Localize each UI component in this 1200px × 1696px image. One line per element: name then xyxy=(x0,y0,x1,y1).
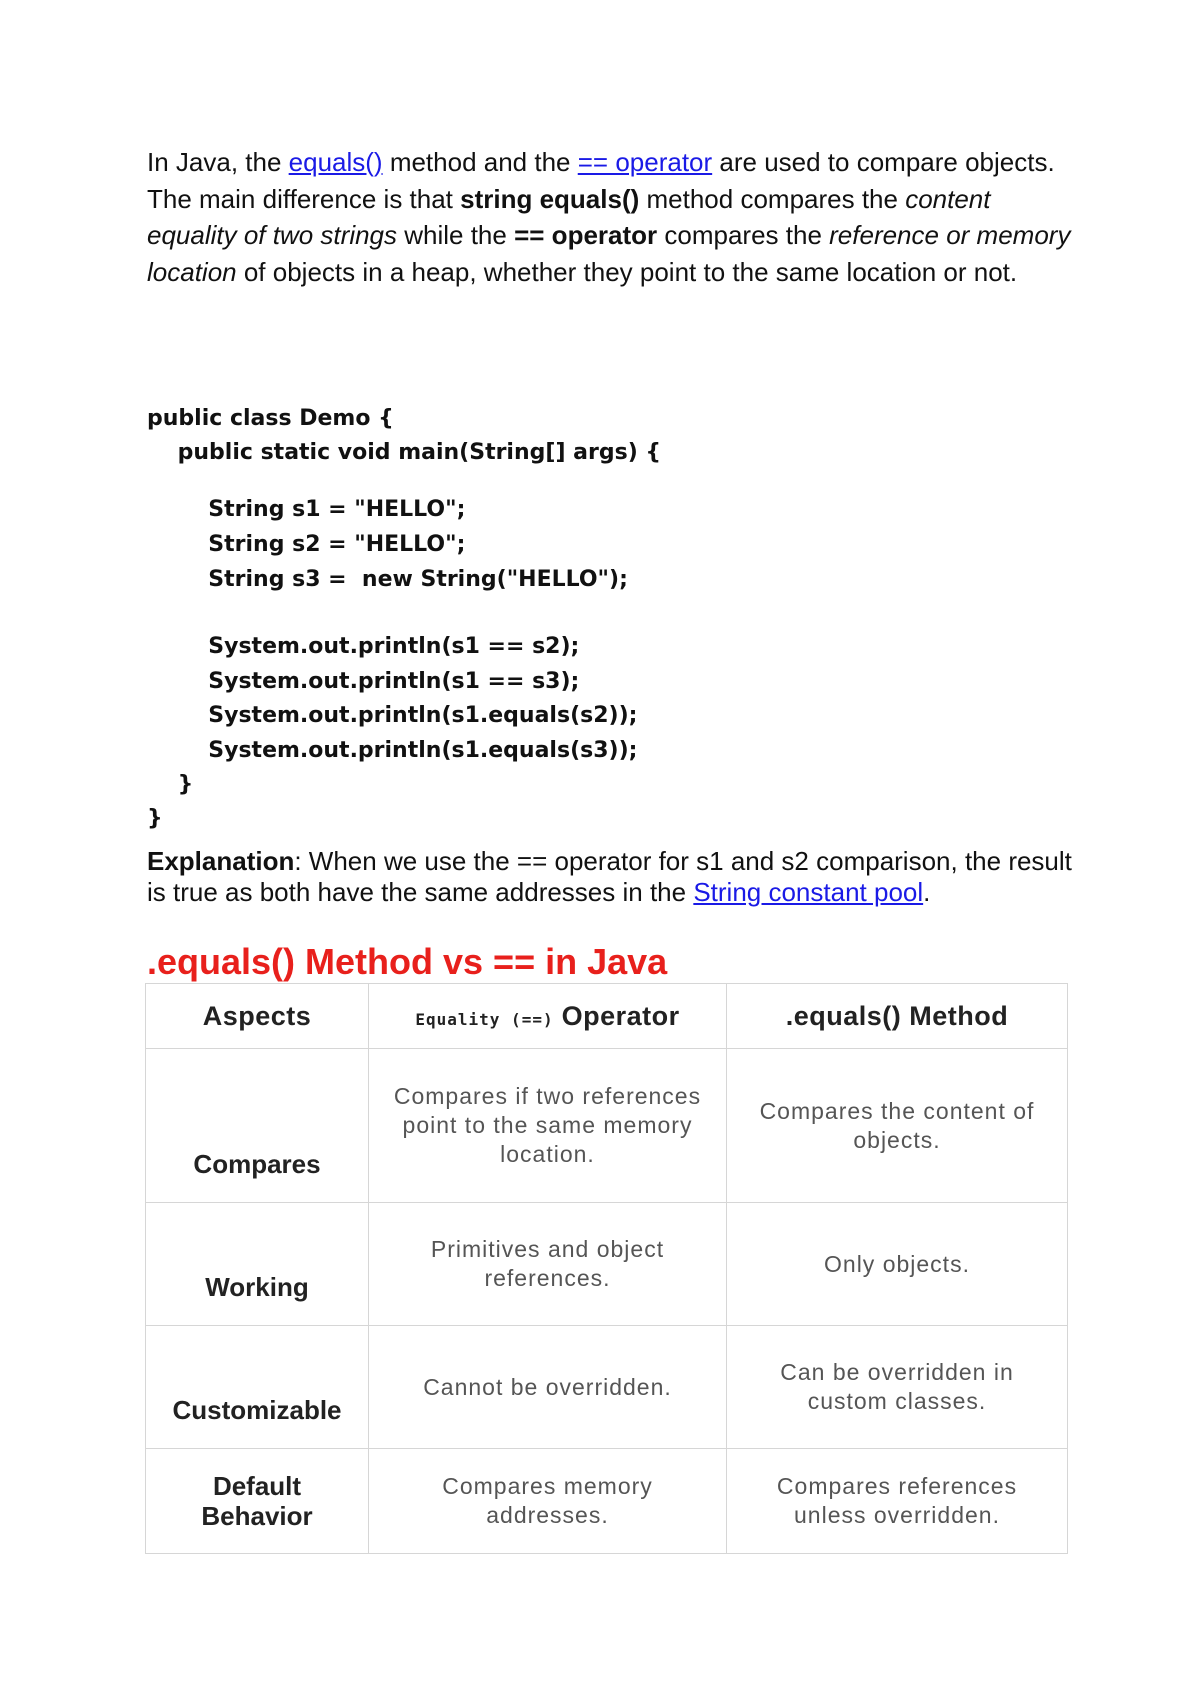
code-line: String s2 = "HELLO"; xyxy=(147,532,466,557)
code-line: public class Demo { xyxy=(147,406,394,431)
equals-link[interactable]: equals() xyxy=(288,147,383,177)
section-heading: .equals() Method vs == in Java xyxy=(147,941,668,982)
table-header-row xyxy=(146,984,1068,1049)
intro-paragraph xyxy=(147,144,1087,290)
operator-cell: Compares if two references point to the same memory location. xyxy=(369,1049,727,1203)
operator-cell: Cannot be overridden. xyxy=(369,1326,727,1449)
intro-text: In Java, the xyxy=(147,147,289,177)
header-operator xyxy=(369,984,727,1049)
operator-cell: Compares memory addresses. xyxy=(369,1449,727,1554)
header-method: .equals() Method xyxy=(727,984,1068,1049)
intro-text: while the xyxy=(397,220,515,250)
intro-text: are used to compare objects. The main difference is that xyxy=(147,147,1055,214)
header-operator-mono: Equality (==) xyxy=(415,1009,554,1029)
comparison-table xyxy=(145,983,1068,1554)
aspect-cell: Working xyxy=(146,1203,369,1326)
header-aspects: Aspects xyxy=(146,984,369,1049)
code-line: System.out.println(s1.equals(s2)); xyxy=(147,703,638,728)
table-row xyxy=(146,1049,1068,1203)
intro-text: method compares the xyxy=(639,183,906,214)
intro-bold-text: string equals() xyxy=(460,183,640,214)
intro-bold-text: == operator xyxy=(514,220,658,250)
code-line: String s3 = new String("HELLO"); xyxy=(147,567,628,592)
code-line: public static void main(String[] args) { xyxy=(147,440,662,465)
aspect-cell: Customizable xyxy=(146,1326,369,1449)
code-line: } xyxy=(147,772,194,797)
intro-text: compares the xyxy=(657,220,830,250)
operator-cell: Primitives and object references. xyxy=(369,1203,727,1326)
method-cell: Can be overridden in custom classes. xyxy=(727,1326,1068,1449)
explanation-text: : When we use the == operator for s1 and s2 comparison, the result is true as both have the same addresses in the xyxy=(147,846,1072,907)
code-line: System.out.println(s1.equals(s3)); xyxy=(147,738,638,763)
operator-link[interactable]: == operator xyxy=(577,147,713,177)
explanation-text: . xyxy=(923,877,931,907)
code-line: } xyxy=(147,806,163,831)
intro-italic-text: reference or memory location xyxy=(147,220,1071,287)
intro-text: of objects in a heap, whether they point to the same location or not. xyxy=(236,256,1018,287)
code-line: String s1 = "HELLO"; xyxy=(147,497,466,522)
method-cell: Only objects. xyxy=(727,1203,1068,1326)
string-constant-pool-link[interactable]: String constant pool xyxy=(693,877,924,907)
explanation-label: Explanation xyxy=(147,846,295,876)
method-cell: Compares references unless overridden. xyxy=(727,1449,1068,1554)
intro-text: method and the xyxy=(382,147,578,177)
explanation-paragraph xyxy=(147,846,1087,908)
code-line: System.out.println(s1 == s2); xyxy=(147,634,580,659)
table-row xyxy=(146,1326,1068,1449)
table-row xyxy=(146,1203,1068,1326)
table-row xyxy=(146,1449,1068,1554)
intro-italic-text: content equality of two strings xyxy=(147,183,991,250)
header-operator-text: Operator xyxy=(553,1000,680,1031)
code-line: System.out.println(s1 == s3); xyxy=(147,669,580,694)
method-cell: Compares the content of objects. xyxy=(727,1049,1068,1203)
aspect-cell: Compares xyxy=(146,1049,369,1203)
aspect-cell: Default Behavior xyxy=(146,1449,369,1554)
